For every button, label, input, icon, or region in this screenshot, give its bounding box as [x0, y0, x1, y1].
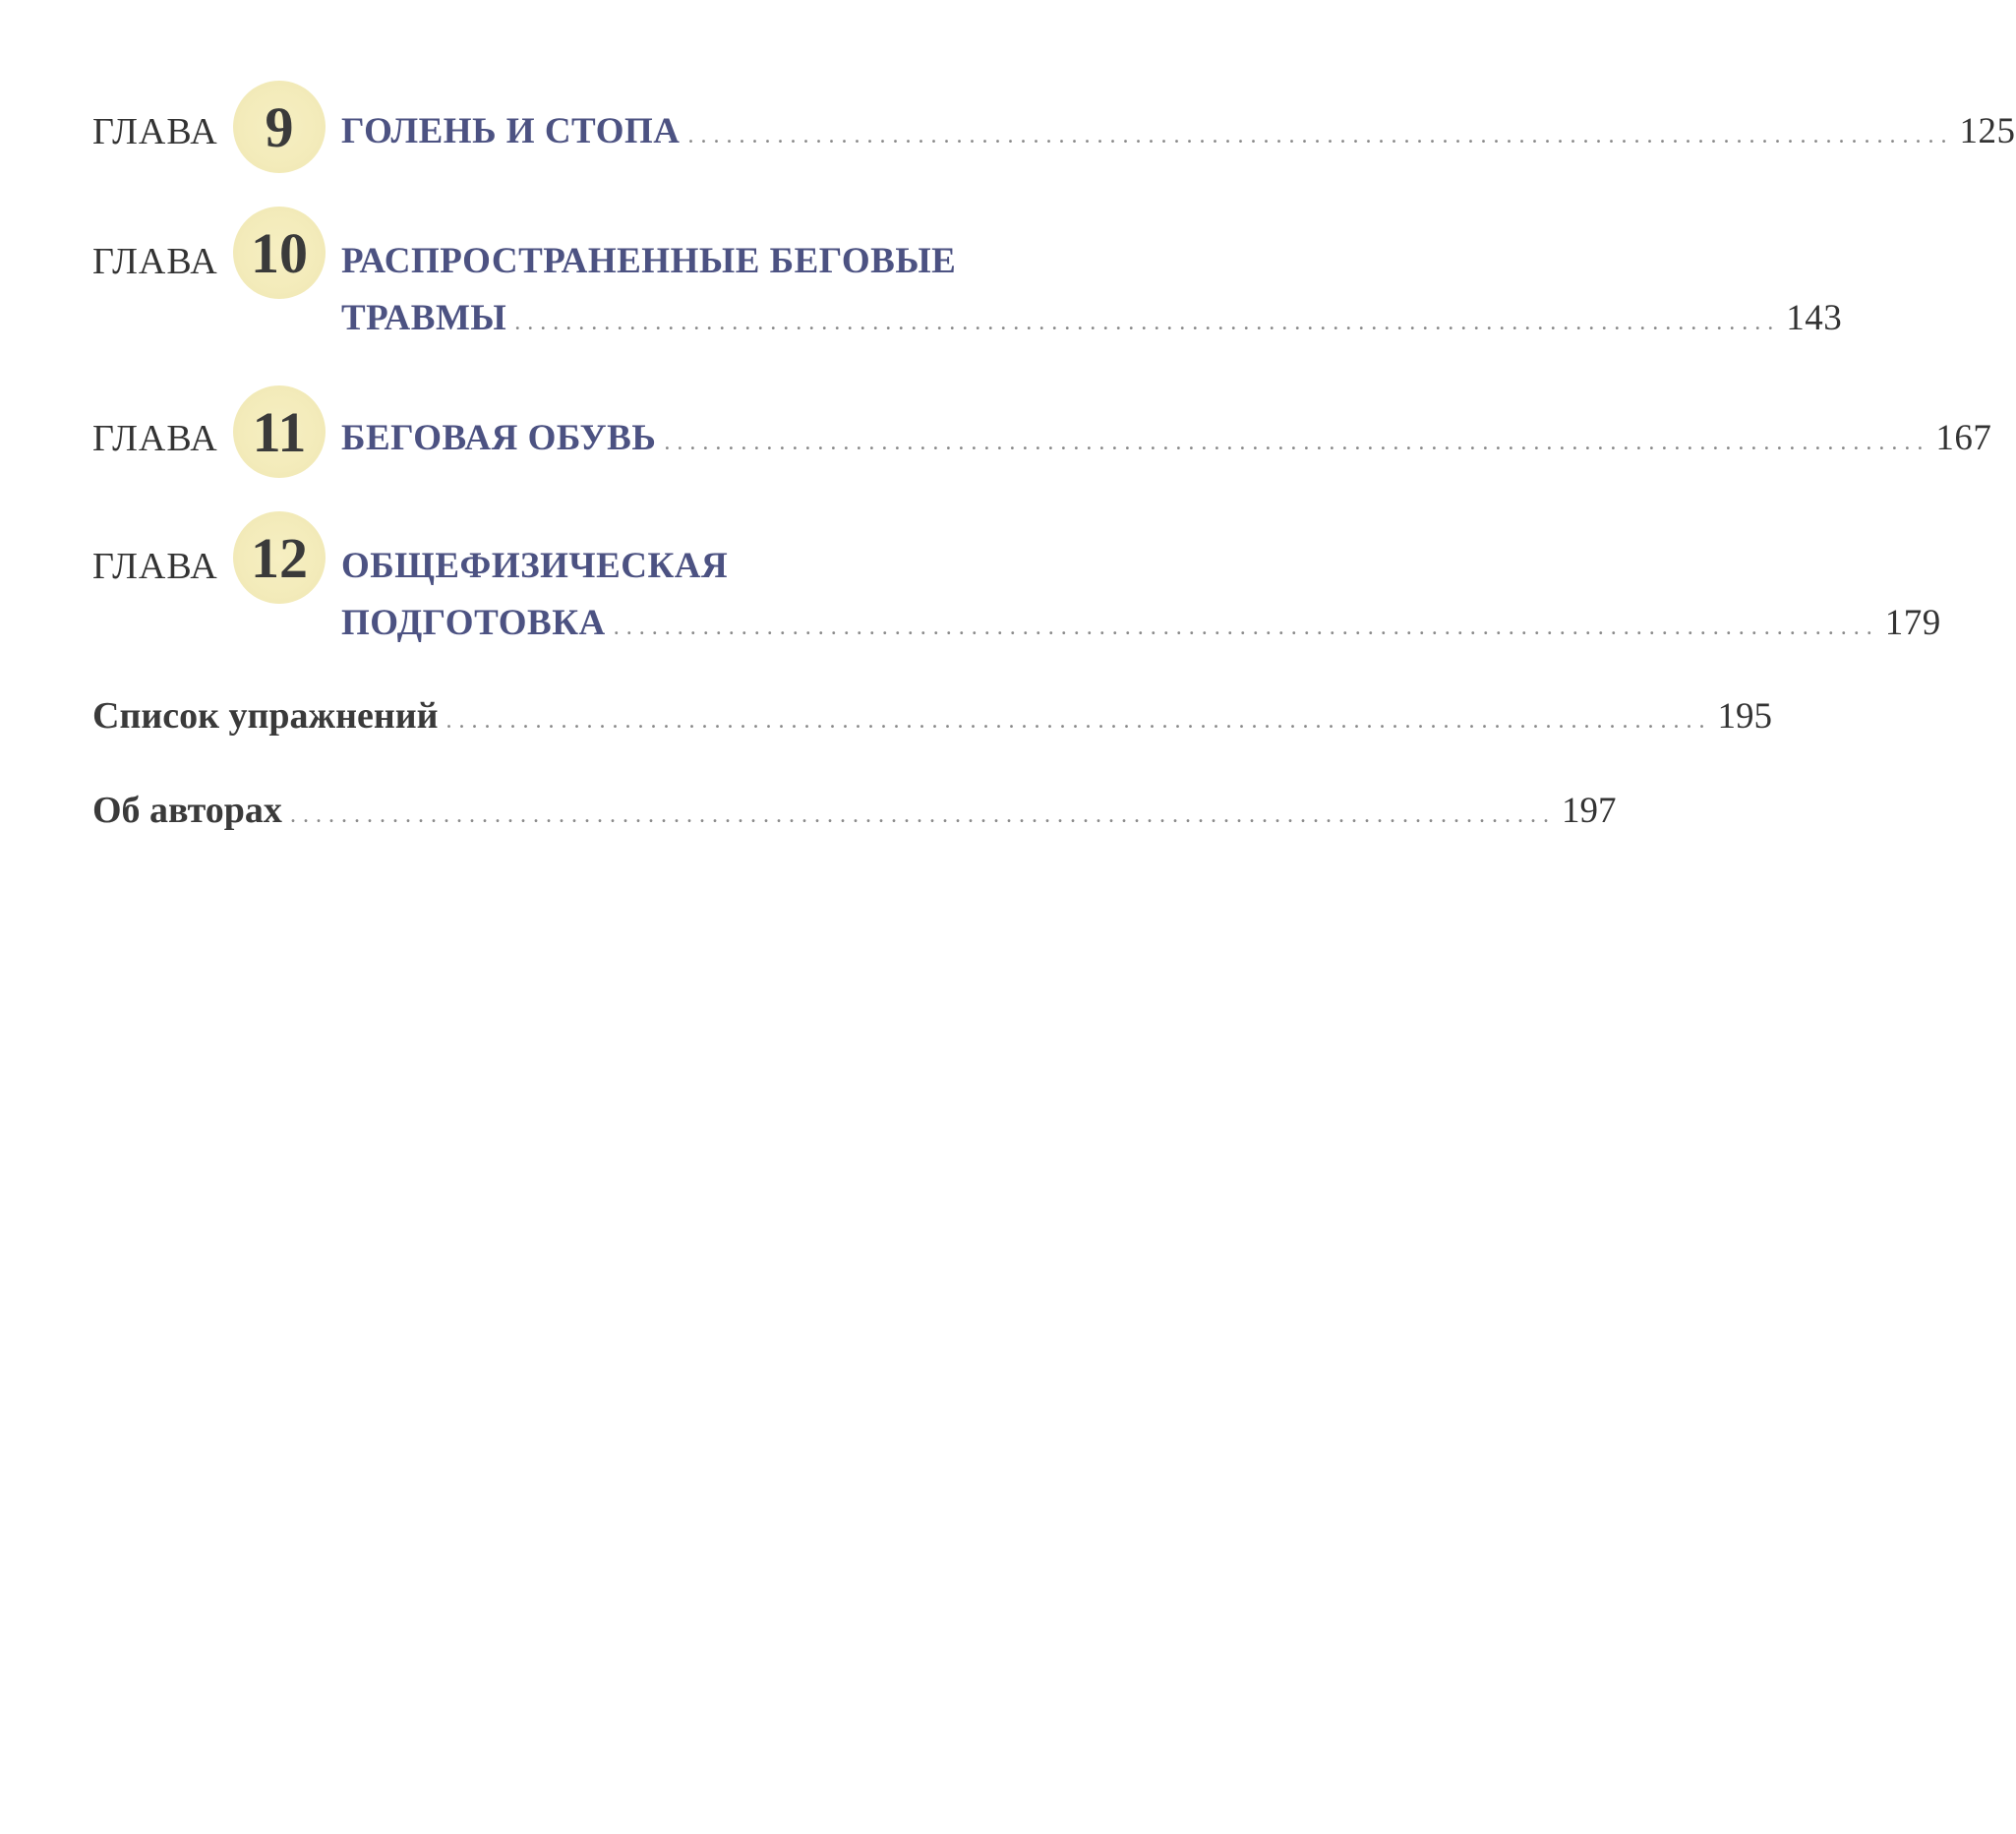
page-number: 179: [1884, 603, 1941, 643]
toc-exercise-list[interactable]: [92, 694, 1773, 738]
toc-chapter-12[interactable]: [92, 511, 1941, 649]
chapter-title-line: [341, 602, 1941, 644]
chapter-title-line: [341, 417, 1992, 459]
entry-title: Список упражнений: [92, 695, 439, 737]
toc-about-authors[interactable]: [92, 789, 1617, 832]
page-number: 197: [1561, 791, 1617, 831]
chapter-title-continued: ПОДГОТОВКА: [341, 603, 606, 643]
chapter-number-badge: 9: [233, 81, 326, 173]
chapter-label: ГЛАВА: [92, 241, 218, 282]
dot-leader: ...................................................................................................: [613, 615, 1879, 640]
chapter-title-continued: ТРАВМЫ: [341, 298, 507, 338]
page-number: 143: [1786, 298, 1843, 338]
chapter-title-line: [341, 110, 2016, 152]
page-number: 167: [1935, 418, 1992, 458]
chapter-number-badge: 10: [233, 207, 326, 299]
chapter-title: ГОЛЕНЬ И СТОПА: [341, 111, 681, 151]
dot-leader: ...................................................................................................: [445, 708, 1712, 734]
chapter-title: БЕГОВАЯ ОБУВЬ: [341, 418, 657, 458]
chapter-label: ГЛАВА: [92, 546, 218, 587]
toc-chapter-11[interactable]: [92, 385, 1992, 484]
chapter-title: ОБЩЕФИЗИЧЕСКАЯ: [341, 546, 729, 586]
entry-title: Об авторах: [92, 790, 282, 831]
chapter-title-line: [341, 297, 1843, 339]
chapter-title: РАСПРОСТРАНЕННЫЕ БЕГОВЫЕ: [341, 241, 957, 281]
toc-chapter-9[interactable]: [92, 81, 2016, 179]
dot-leader: ...................................................................................................: [289, 802, 1556, 828]
page-number: 195: [1717, 696, 1773, 737]
chapter-number-badge: 11: [233, 385, 326, 478]
dot-leader: ...................................................................................................: [664, 430, 1930, 455]
chapter-label: ГЛАВА: [92, 111, 218, 152]
page-number: 125: [1959, 111, 2016, 151]
dot-leader: ...................................................................................................: [687, 123, 1954, 148]
chapter-number-badge: 12: [233, 511, 326, 604]
toc-chapter-10[interactable]: [92, 207, 1843, 344]
chapter-label: ГЛАВА: [92, 418, 218, 459]
dot-leader: ...................................................................................................: [514, 310, 1781, 335]
